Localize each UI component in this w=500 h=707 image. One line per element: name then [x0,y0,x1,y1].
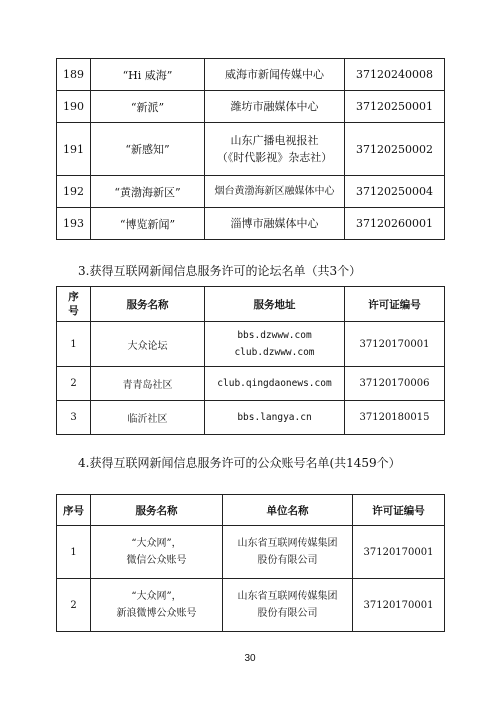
table-row [57,401,445,435]
row-number: 2 [57,367,91,401]
header-number: 序 号 [57,287,91,322]
unit-name: 山东广播电视报社 （《时代影视》杂志社） [205,123,345,176]
row-number: 193 [57,208,91,240]
table-row [57,208,445,240]
header-unit-name: 单位名称 [223,495,353,526]
table-row [57,59,445,91]
license-number: 37120250001 [345,91,445,123]
table-row [57,526,445,579]
header-service-address: 服务地址 [205,287,345,322]
table-row [57,123,445,176]
license-number: 37120240008 [345,59,445,91]
row-number: 1 [57,322,91,367]
row-number: 1 [57,526,91,579]
table-row [57,579,445,632]
row-number: 190 [57,91,91,123]
table-header-row [57,495,445,526]
service-name: 大众论坛 [91,322,205,367]
row-number: 2 [57,579,91,632]
table-header-row [57,287,445,322]
unit-name: 淄博市融媒体中心 [205,208,345,240]
header-service-name: 服务名称 [91,495,223,526]
unit-name: 威海市新闻传媒中心 [205,59,345,91]
service-address: bbs.dzwww.com club.dzwww.com [205,322,345,367]
unit-name: 烟台黄渤海新区融媒体中心 [205,176,345,208]
table-row [57,91,445,123]
service-name: “Hi 威海” [91,59,205,91]
license-number: 37120250002 [345,123,445,176]
service-name: “新感知” [91,123,205,176]
service-name: “大众网”， 微信公众账号 [91,526,223,579]
unit-name: 潍坊市融媒体中心 [205,91,345,123]
service-name: “新派” [91,91,205,123]
service-name: 临沂社区 [91,401,205,435]
header-number: 序号 [57,495,91,526]
forum-list-table [56,286,445,435]
service-name: “黄渤海新区” [91,176,205,208]
unit-name: 山东省互联网传媒集团 股份有限公司 [223,526,353,579]
license-number: 37120250004 [345,176,445,208]
table-row [57,322,445,367]
license-number: 37120170001 [345,322,445,367]
license-number: 37120170006 [345,367,445,401]
service-name: “大众网”， 新浪微博公众账号 [91,579,223,632]
row-number: 189 [57,59,91,91]
section-heading: 4.获得互联网新闻信息服务许可的公众账号名单(共1459个） [78,456,401,470]
client-list-table [56,58,445,240]
section-heading: 3.获得互联网新闻信息服务许可的论坛名单（共3个） [78,264,362,278]
service-name: 青青岛社区 [91,367,205,401]
public-account-list-table [56,494,445,632]
row-number: 191 [57,123,91,176]
service-address: bbs.langya.cn [205,401,345,435]
license-number: 37120260001 [345,208,445,240]
table-row [57,176,445,208]
unit-name: 山东省互联网传媒集团 股份有限公司 [223,579,353,632]
header-service-name: 服务名称 [91,287,205,322]
service-name: “博览新闻” [91,208,205,240]
row-number: 3 [57,401,91,435]
license-number: 37120170001 [353,526,445,579]
license-number: 37120170001 [353,579,445,632]
row-number: 192 [57,176,91,208]
license-number: 37120180015 [345,401,445,435]
header-license-number: 许可证编号 [353,495,445,526]
table-row [57,367,445,401]
header-license-number: 许可证编号 [345,287,445,322]
page-number: 30 [244,653,256,664]
service-address: club.qingdaonews.com [205,367,345,401]
